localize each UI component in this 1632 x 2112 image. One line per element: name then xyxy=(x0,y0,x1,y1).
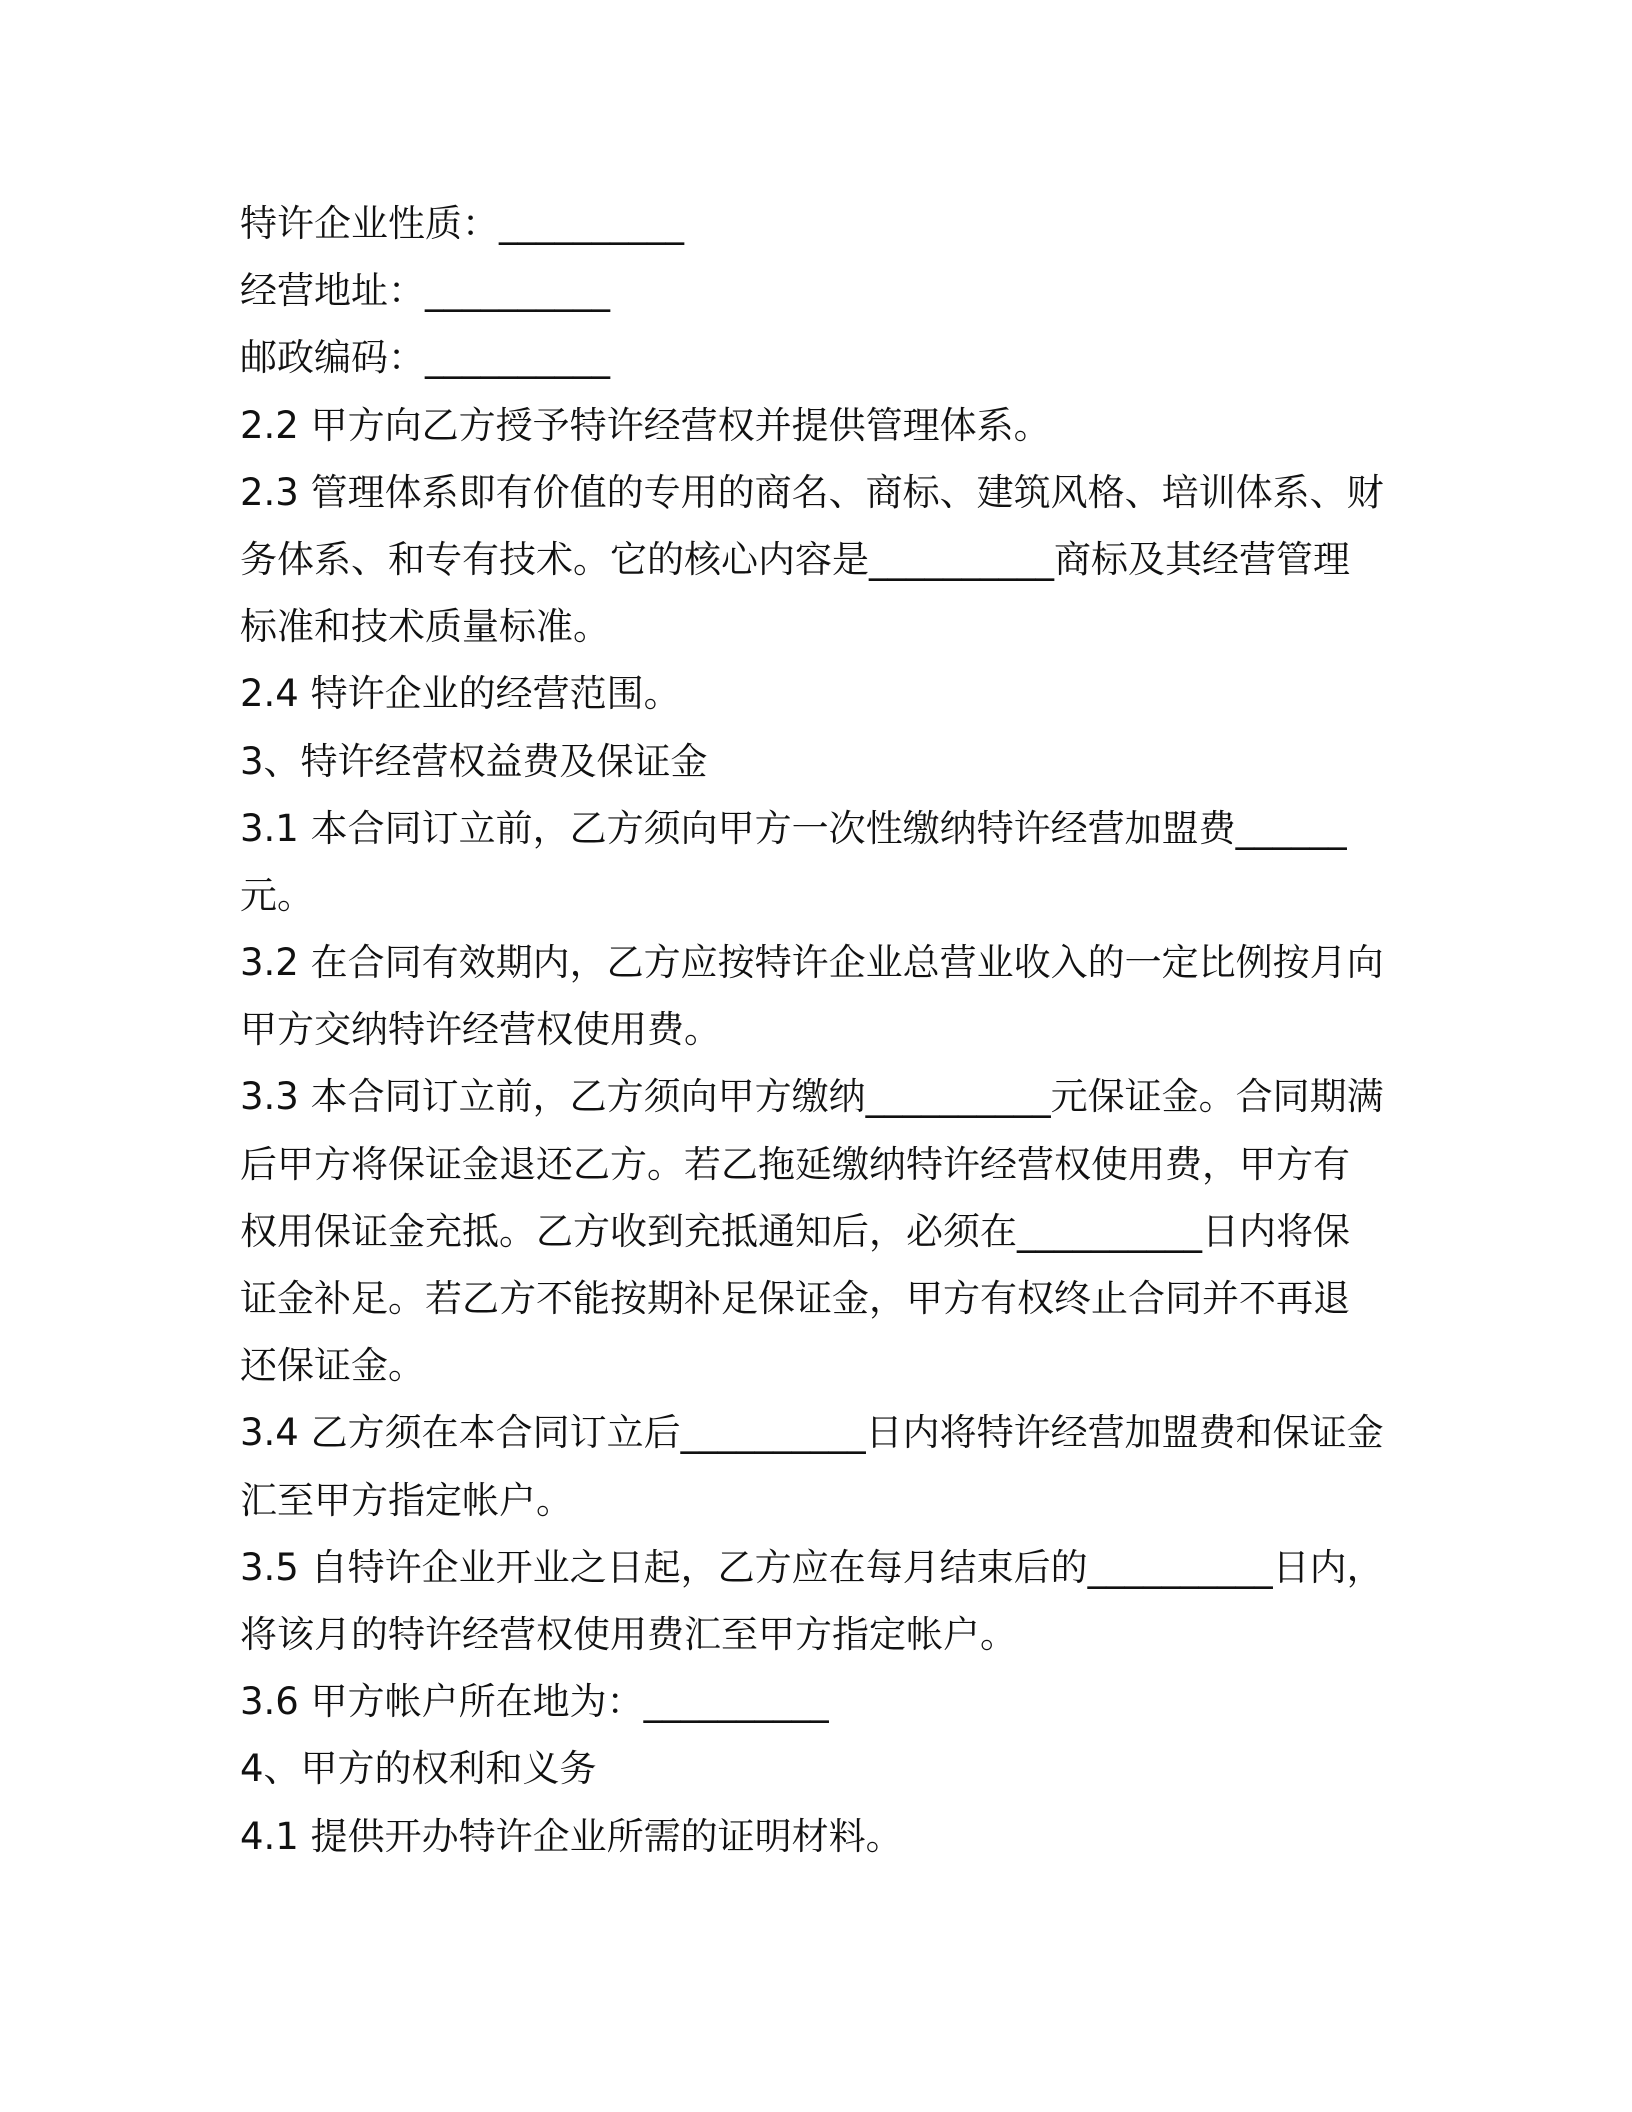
clause-3-4-line-1: 3.4 乙方须在本合同订立后__________日内将特许经营加盟费和保证金 xyxy=(240,1411,1384,1455)
clause-2-3-line-2: 务体系、和专有技术。它的核心内容是__________商标及其经营管理 xyxy=(240,537,1350,581)
section-4-heading: 4、甲方的权利和义务 xyxy=(240,1747,597,1791)
clause-3-3-line-1: 3.3 本合同订立前，乙方须向甲方缴纳__________元保证金。合同期满 xyxy=(240,1075,1384,1119)
clause-3-3-line-4: 证金补足。若乙方不能按期补足保证金，甲方有权终止合同并不再退 xyxy=(240,1277,1350,1320)
clause-2-2: 2.2 甲方向乙方授予特许经营权并提供管理体系。 xyxy=(240,403,1051,447)
field-enterprise-nature: 特许企业性质：__________ xyxy=(240,202,684,245)
field-business-address: 经营地址：__________ xyxy=(240,269,610,313)
clause-3-6: 3.6 甲方帐户所在地为：__________ xyxy=(240,1680,829,1724)
clause-3-4-line-2: 汇至甲方指定帐户。 xyxy=(240,1478,573,1522)
clause-3-5-line-1: 3.5 自特许企业开业之日起，乙方应在每月结束后的__________日内， xyxy=(240,1545,1384,1589)
clause-3-2-line-1: 3.2 在合同有效期内，乙方应按特许企业总营业收入的一定比例按月向 xyxy=(240,941,1384,985)
clause-4-1: 4.1 提供开办特许企业所需的证明材料。 xyxy=(240,1814,903,1858)
clause-3-5-line-2: 将该月的特许经营权使用费汇至甲方指定帐户。 xyxy=(240,1612,1017,1656)
field-postal-code: 邮政编码：__________ xyxy=(240,336,610,380)
clause-3-1-line-2: 元。 xyxy=(240,873,314,917)
document-body xyxy=(240,190,1390,1870)
clause-3-2-line-2: 甲方交纳特许经营权使用费。 xyxy=(240,1008,721,1052)
clause-2-4: 2.4 特许企业的经营范围。 xyxy=(240,672,681,716)
section-3-heading: 3、特许经营权益费及保证金 xyxy=(240,739,708,783)
clause-3-1-line-1: 3.1 本合同订立前，乙方须向甲方一次性缴纳特许经营加盟费______ xyxy=(240,806,1347,850)
clause-3-3-line-2: 后甲方将保证金退还乙方。若乙拖延缴纳特许经营权使用费，甲方有 xyxy=(240,1142,1350,1186)
clause-2-3-line-1: 2.3 管理体系即有价值的专用的商名、商标、建筑风格、培训体系、财 xyxy=(240,470,1384,514)
clause-2-3-line-3: 标准和技术质量标准。 xyxy=(240,605,610,649)
clause-3-3-line-3: 权用保证金充抵。乙方收到充抵通知后，必须在__________日内将保 xyxy=(240,1209,1350,1253)
clause-3-3-line-5: 还保证金。 xyxy=(240,1344,425,1388)
